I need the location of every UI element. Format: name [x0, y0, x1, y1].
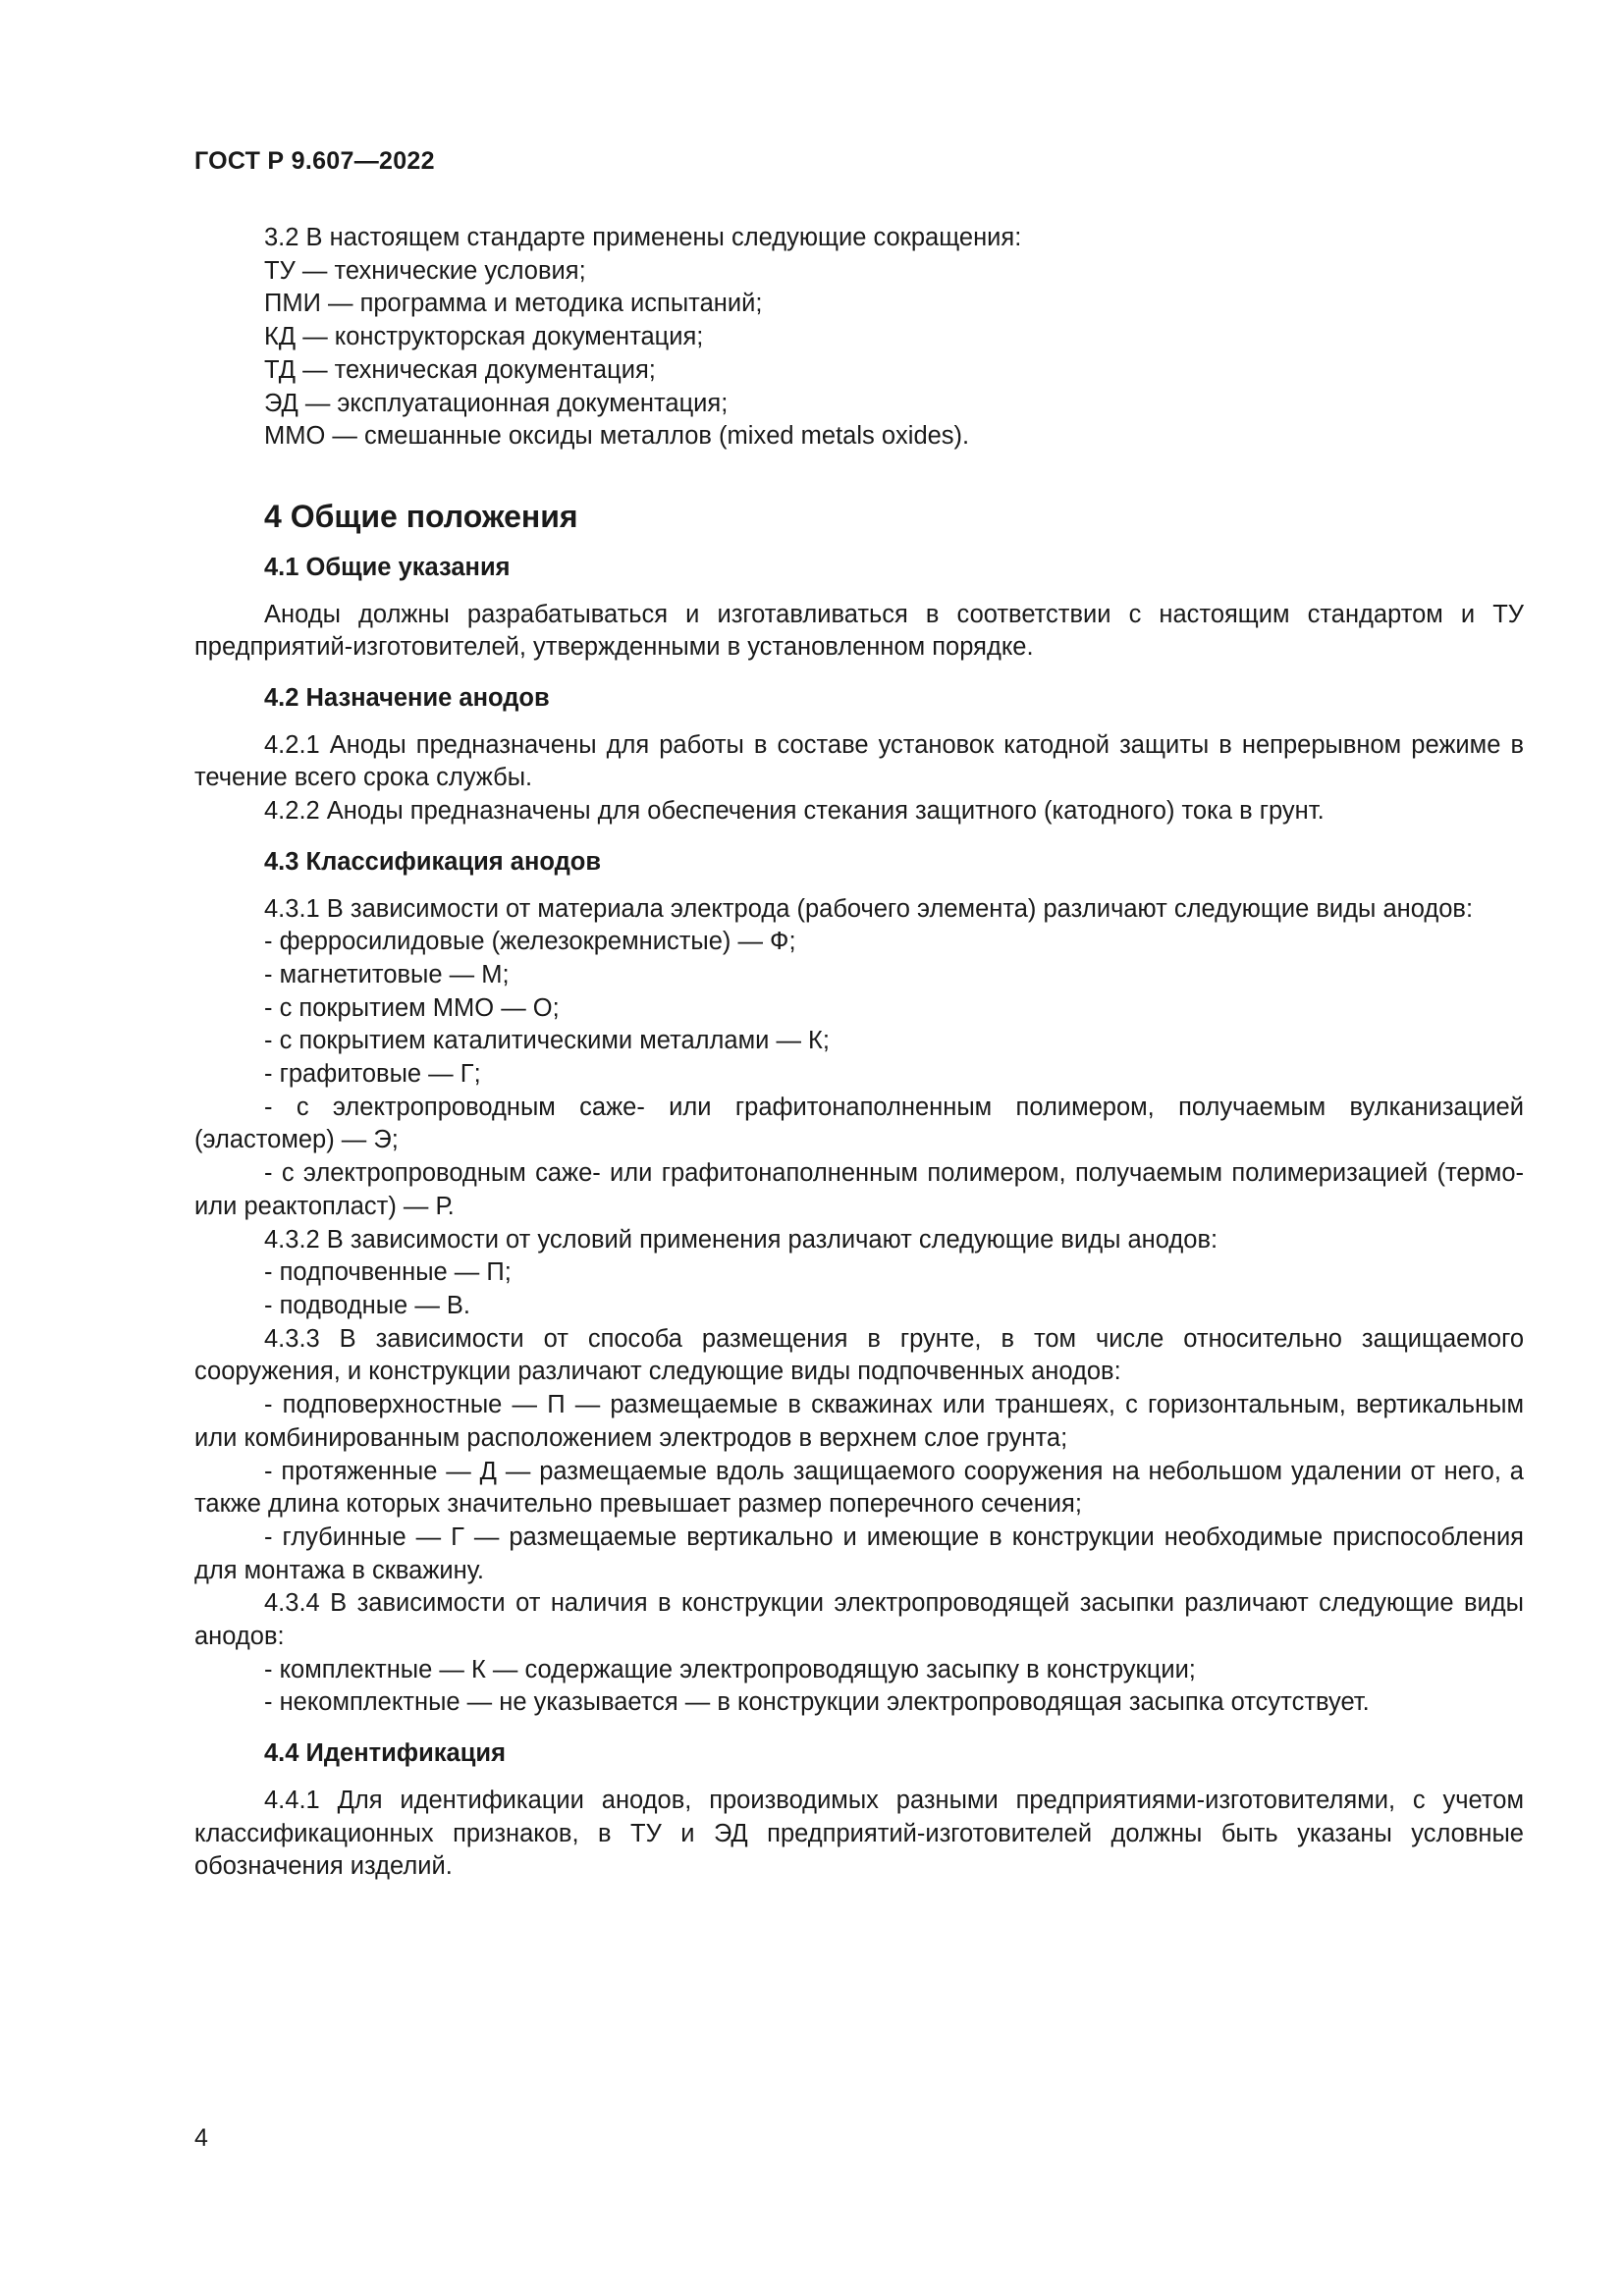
paragraph: Аноды должны разрабатываться и изготавливаться в соответствии с настоящим стандартом и ТУ предприятий-изготовителей, утвержденными в установленном порядке.: [194, 600, 1524, 662]
paragraph: 4.3.1 В зависимости от материала электрода (рабочего элемента) различают следующие виды анодов:: [264, 894, 1474, 923]
abbreviation-item: ПМИ — программа и методика испытаний;: [264, 290, 763, 318]
paragraph: 4.2.1 Аноды предназначены для работы в составе установок катодной защиты в непрерывном режиме в течение всего срока службы.: [194, 730, 1524, 792]
abbreviation-item: ТД — техническая документация;: [264, 355, 656, 384]
abbreviation-item: КД — конструкторская документация;: [264, 323, 704, 351]
list-item: - некомплектные — не указывается — в конструкции электропроводящая засыпка отсутствует.: [264, 1688, 1370, 1717]
list-item: - подповерхностные — П — размещаемые в скважинах или траншеях, с горизонтальным, вертикальным или комбинированным расположением электродов в верхнем слое грунта;: [194, 1391, 1524, 1452]
section-4-1-heading: 4.1 Общие указания: [264, 553, 511, 581]
list-item: - комплектные — К — содержащие электропроводящую засыпку в конструкции;: [264, 1655, 1196, 1683]
paragraph: 4.3.4 В зависимости от наличия в конструкции электропроводящей засыпки различают следующие виды анодов:: [194, 1589, 1524, 1651]
section-4-heading: 4 Общие положения: [264, 498, 578, 534]
document-body: [194, 222, 1524, 1884]
list-item: - с электропроводным саже- или графитонаполненным полимером, получаемым вулканизацией (эластомер) — Э;: [194, 1093, 1524, 1154]
section-4-2-heading: 4.2 Назначение анодов: [264, 684, 550, 713]
abbreviation-item: ЭД — эксплуатационная документация;: [264, 389, 729, 417]
list-item: - ферросилидовые (железокремнистые) — Ф;: [264, 928, 796, 956]
abbreviation-item: ТУ — технические условия;: [264, 256, 586, 285]
document-code-header: ГОСТ Р 9.607—2022: [194, 147, 435, 175]
paragraph: 4.4.1 Для идентификации анодов, производимых разными предприятиями-изготовителями, с учетом классификационных признаков, в ТУ и ЭД предприятий-изготовителей должны быть указаны условные обозначения изделий.: [194, 1786, 1524, 1881]
section-4-3-heading: 4.3 Классификация анодов: [264, 847, 602, 876]
abbreviation-item: ММО — смешанные оксиды металлов (mixed metals oxides).: [264, 422, 970, 451]
paragraph: 4.2.2 Аноды предназначены для обеспечения стекания защитного (катодного) тока в грунт.: [264, 797, 1325, 826]
page-number: 4: [194, 2124, 208, 2152]
list-item: - глубинные — Г — размещаемые вертикально и имеющие в конструкции необходимые приспособления для монтажа в скважину.: [194, 1522, 1524, 1584]
list-item: - с покрытием каталитическими металлами — К;: [264, 1027, 830, 1055]
paragraph: 4.3.2 В зависимости от условий применения различают следующие виды анодов:: [264, 1225, 1218, 1254]
section-4-4-heading: 4.4 Идентификация: [264, 1739, 506, 1768]
list-item: - графитовые — Г;: [264, 1060, 481, 1089]
paragraph: 4.3.3 В зависимости от способа размещения в грунте, в том числе относительно защищаемого сооружения, и конструкции различают следующие виды подпочвенных анодов:: [194, 1324, 1524, 1386]
list-item: - магнетитовые — М;: [264, 960, 510, 988]
list-item: - подводные — В.: [264, 1291, 471, 1319]
list-item: - с покрытием ММО — О;: [264, 993, 560, 1022]
list-item: - протяженные — Д — размещаемые вдоль защищаемого сооружения на небольшом удалении от него, а также длина которых значительно превышает размер поперечного сечения;: [194, 1457, 1524, 1519]
abbreviations-intro: 3.2 В настоящем стандарте применены следующие сокращения:: [264, 224, 1022, 251]
list-item: - с электропроводным саже- или графитонаполненным полимером, получаемым полимеризацией (термо- или реактопласт) — Р.: [194, 1159, 1524, 1220]
list-item: - подпочвенные — П;: [264, 1258, 512, 1287]
